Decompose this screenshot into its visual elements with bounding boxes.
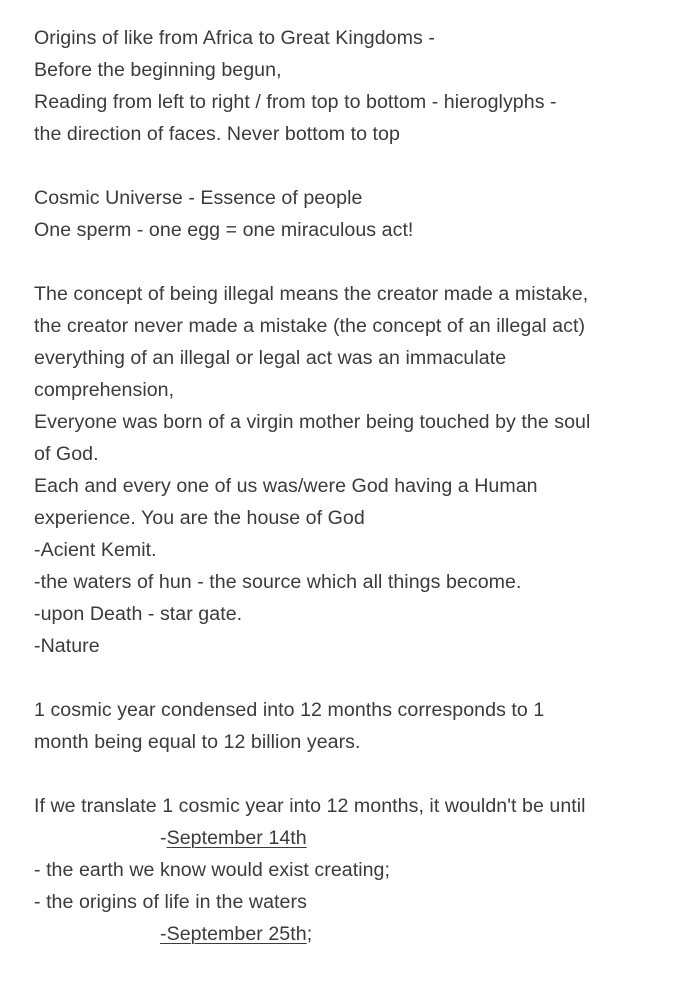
- note-line: -upon Death - star gate.: [34, 603, 243, 625]
- paragraph-spacer: [34, 662, 684, 694]
- note-line: experience. You are the house of God: [34, 507, 365, 529]
- note-line: Each and every one of us was/were God having a Human: [34, 475, 538, 497]
- date-suffix: ;: [306, 923, 313, 945]
- note-body: [34, 22, 684, 950]
- note-line: 1 cosmic year condensed into 12 months corresponds to 1: [34, 699, 545, 721]
- note-line: Everyone was born of a virgin mother being touched by the soul: [34, 411, 591, 433]
- note-line: the direction of faces. Never bottom to top: [34, 123, 400, 145]
- note-line: Cosmic Universe - Essence of people: [34, 187, 363, 209]
- paragraph-spacer: [34, 758, 684, 790]
- note-line: month being equal to 12 billion years.: [34, 731, 361, 753]
- note-line: Reading from left to right / from top to bottom - hieroglyphs -: [34, 91, 557, 113]
- paragraph-spacer: [34, 150, 684, 182]
- note-line: -the waters of hun - the source which all things become.: [34, 571, 522, 593]
- note-line: Origins of like from Africa to Great Kingdoms -: [34, 27, 435, 49]
- underlined-date: -September 25th: [160, 923, 307, 945]
- note-line: comprehension,: [34, 379, 175, 401]
- note-line: Before the beginning begun,: [34, 59, 282, 81]
- note-line: everything of an illegal or legal act was an immaculate: [34, 347, 507, 369]
- note-line: the creator never made a mistake (the concept of an illegal act): [34, 315, 586, 337]
- note-line: The concept of being illegal means the creator made a mistake,: [34, 283, 589, 305]
- paragraph-spacer: [34, 246, 684, 278]
- note-line: If we translate 1 cosmic year into 12 months, it wouldn't be until: [34, 795, 586, 817]
- note-line: -Nature: [34, 635, 100, 657]
- date-dash: -: [160, 827, 167, 849]
- note-line: -Acient Kemit.: [34, 539, 157, 561]
- underlined-date: September 14th: [166, 827, 307, 849]
- note-line: of God.: [34, 443, 99, 465]
- note-line: - the origins of life in the waters: [34, 891, 307, 913]
- date-line-september-25: [34, 918, 684, 950]
- note-line: One sperm - one egg = one miraculous act!: [34, 219, 414, 241]
- note-line: - the earth we know would exist creating;: [34, 859, 390, 881]
- date-line-september-14: [34, 822, 684, 854]
